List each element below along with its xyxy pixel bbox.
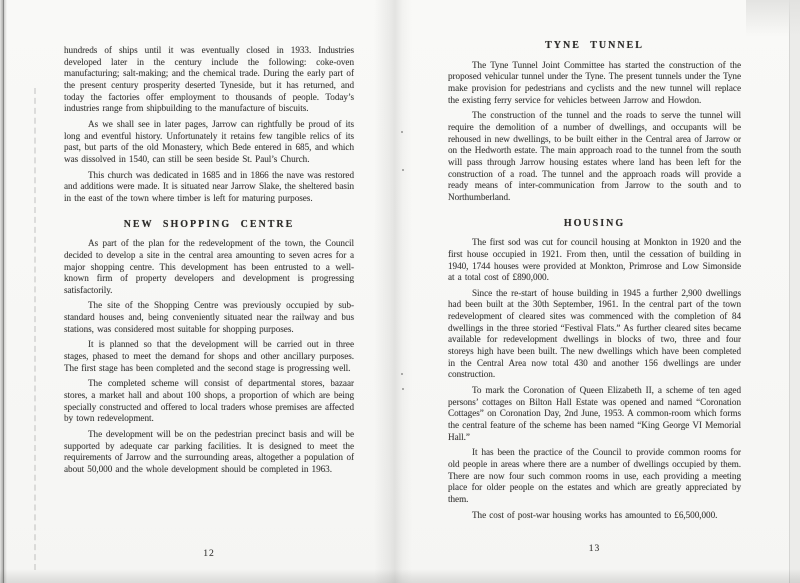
left-page-edge-line <box>3 0 4 583</box>
paragraph: Since the re-start of house building in 1945 a further 2,900 dwellings had been built at the 30th September, 1961. In the central part of the town redevelopment of cleared sites was commenced with the completion of 84 dwellings in the three storied “Festival Flats.” As further cleared sites became available for redevelopment dwellings in blocks of two, three and four storeys high have been built. The new dwellings which have been completed in the Central Area now total 430 and another 156 dwellings are under construction. <box>448 287 741 380</box>
page-13-text-column <box>448 40 741 525</box>
paragraph: The first sod was cut for council housing at Monkton in 1920 and the first house occupied in 1921. From then, until the cessation of building in 1940, 1744 houses were provided at Monkton, Primrose and Low Simonside at a total cost of £890,000. <box>448 237 741 283</box>
paragraph: The site of the Shopping Centre was previously occupied by sub-standard houses and, being conveniently situated near the railway and bus stations, was considered most suitable for shopping purposes. <box>64 300 354 334</box>
paragraph: To mark the Coronation of Queen Elizabeth II, a scheme of ten aged persons’ cottages on Bilton Hall Estate was opened and named “Coronation Cottages” on Coronation Day, 2nd June, 1953. A common-room which forms the central feature of the scheme has been named “King George VI Memorial Hall.” <box>448 385 741 442</box>
paragraph: The development will be on the pedestrian precinct basis and will be supported by adequate car parking facilities. It is designed to meet the requirements of Jarrow and the surrounding areas, altogether a population of about 50,000 and the whole development should be completed in 1963. <box>64 429 354 474</box>
page-number-left: 12 <box>203 548 215 559</box>
top-right-corner-shading <box>746 0 800 36</box>
bottom-edge-shading <box>0 569 800 583</box>
paragraph: hundreds of ships until it was eventually closed in 1933. Industries developed later in the century include the following: coke-oven manufacturing; salt-making; and the chemical trade. During the early part of the present century prosperity deserted Tyneside, but it has returned, and today the factories offer employment to thousands of people. Today’s industries range from shipbuilding to the manufacture of biscuits. <box>64 45 354 114</box>
paragraph: This church was dedicated in 1685 and in 1866 the nave was restored and additions were made. It is situated near Jarrow Slake, the sheltered basin in the east of the town where timber is left for maturing purposes. <box>64 169 354 203</box>
paragraph: As part of the plan for the redevelopment of the town, the Council decided to develop a site in the central area amounting to seven acres for a major shopping centre. This development has been entrusted to a well-known firm of property developers and development is progressing satisfactorily. <box>64 238 354 295</box>
paragraph: The Tyne Tunnel Joint Committee has started the construction of the proposed vehicular tunnel under the Tyne. The present tunnels under the Tyne make provision for pedestrians and cyclists and the new tunnel will replace the existing ferry service for vehicles between Jarrow and Howdon. <box>448 59 741 105</box>
scan-speck <box>402 169 404 171</box>
section-heading-new-shopping-centre: NEW SHOPPING CENTRE <box>123 218 295 230</box>
section-heading-tyne-tunnel: TYNE TUNNEL <box>545 40 644 51</box>
paragraph: As we shall see in later pages, Jarrow can rightfully be proud of its long and eventful history. Unfortunately it retains few tangible relics of its past, but parts of the old Monastery, which Bede entered in 685, and which was dissolved in 1540, can still be seen beside St. Paul’s Church. <box>64 118 354 164</box>
left-margin-page-edges <box>34 88 36 570</box>
page-number-right: 13 <box>588 543 601 554</box>
scan-speck <box>401 131 403 133</box>
section-heading-housing: HOUSING <box>563 217 626 229</box>
book-gutter-shadow <box>374 0 412 583</box>
paragraph: The completed scheme will consist of departmental stores, bazaar stores, a market hall and about 100 shops, a proportion of which are being specially constructed and offered to local traders whose premises are affected by town redevelopment. <box>64 378 354 424</box>
paragraph: It is planned so that the development will be carried out in three stages, phased to meet the demand for shops and other ancillary purposes. The first stage has been completed and the second stage is progressing well. <box>64 339 354 373</box>
paragraph: The construction of the tunnel and the roads to serve the tunnel will require the demolition of a number of dwellings, and occupants will be rehoused in new dwellings, to be built either in the Central area of Jarrow or on the Hedworth estate. The main approach road to the tunnel from the south will pass through Jarrow housing estates where land has been left for the construction of a road. The tunnel and the approach roads will provide a ready means of inter-communication from Jarrow to the south and to Northumberland. <box>448 110 741 202</box>
scan-speck <box>402 388 404 390</box>
scan-speck <box>401 373 403 375</box>
paragraph: It has been the practice of the Council to provide common rooms for old people in areas where there are a number of dwellings occupied by them. There are now four such common rooms in use, each providing a meeting place for older people on the estates and which are greatly appreciated by them. <box>448 447 741 504</box>
right-page-edge <box>789 0 800 583</box>
paragraph: The cost of post-war housing works has amounted to £6,500,000. <box>472 509 718 520</box>
page-12-text-column <box>64 45 354 480</box>
